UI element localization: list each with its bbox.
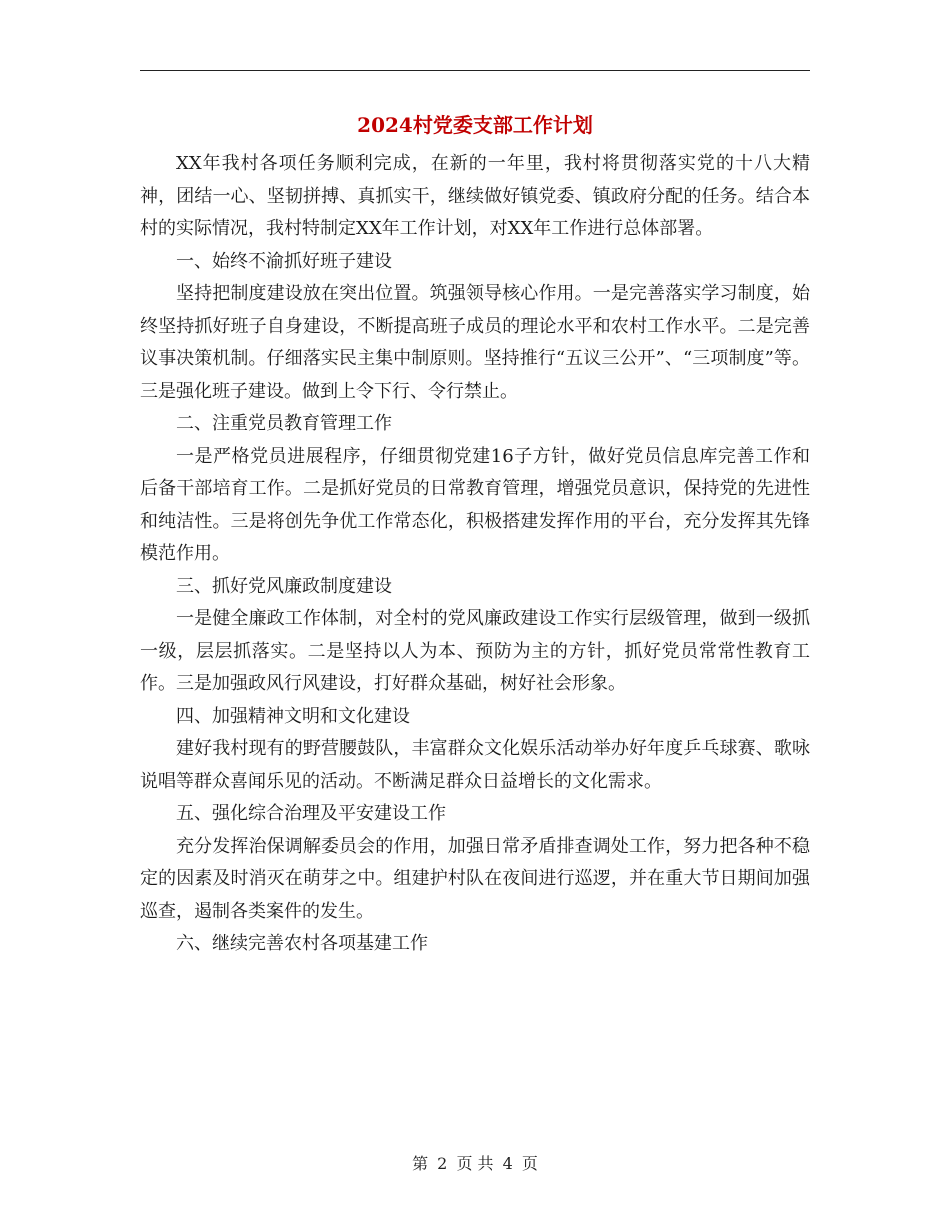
section-paragraph-3: 一是健全廉政工作体制，对全村的党风廉政建设工作实行层级管理，做到一级抓一级，层层抓落实。二是坚持以人为本、预防为主的方针，抓好党员常常性教育工作。三是加强政风行风建设，打好群众基础，树好社会形象。: [140, 608, 810, 694]
footer-prefix: 第: [412, 1154, 429, 1173]
footer-middle: 页 共: [456, 1154, 494, 1173]
section-paragraph-1: 坚持把制度建设放在突出位置。筑强领导核心作用。一是完善落实学习制度，始终坚持抓好班子自身建设，不断提高班子成员的理论水平和农村工作水平。二是完善议事决策机制。仔细落实民主集中制原则。坚持推行“五议三公开”、“三项制度”等。三是强化班子建设。做到上令下行、令行禁止。: [140, 283, 810, 402]
section-heading-5: 五、强化综合治理及平安建设工作: [176, 803, 446, 824]
intro-paragraph: XX年我村各项任务顺利完成，在新的一年里，我村将贯彻落实党的十八大精神，团结一心、坚韧拼搏、真抓实干，继续做好镇党委、镇政府分配的任务。结合本村的实际情况，我村特制定XX年工作计划，对XX年工作进行总体部署。: [140, 153, 810, 239]
section-heading-6: 六、继续完善农村各项基建工作: [176, 933, 428, 954]
footer-current-page: 2: [437, 1154, 448, 1173]
header-rule: [140, 70, 810, 71]
section-heading-4: 四、加强精神文明和文化建设: [176, 705, 410, 727]
footer-total-pages: 4: [502, 1154, 513, 1173]
section-heading-1: 一、始终不渝抓好班子建设: [176, 250, 392, 272]
section-paragraph-2: 一是严格党员进展程序，仔细贯彻党建16子方针，做好党员信息库完善工作和后备干部培育工作。二是抓好党员的日常教育管理，增强党员意识，保持党的先进性和纯洁性。三是将创先争优工作常态化，积极搭建发挥作用的平台，充分发挥其先锋模范作用。: [140, 445, 810, 564]
document-title: 2024村党委支部工作计划: [357, 113, 593, 137]
section-paragraph-5: 充分发挥治保调解委员会的作用，加强日常矛盾排查调处工作，努力把各种不稳定的因素及时消灭在萌芽之中。组建护村队在夜间进行巡逻，并在重大节日期间加强巡查，遏制各类案件的发生。: [140, 835, 810, 922]
section-paragraph-4: 建好我村现有的野营腰鼓队，丰富群众文化娱乐活动举办好年度乒乓球赛、歌咏说唱等群众喜闻乐见的活动。不断满足群众日益增长的文化需求。: [140, 738, 810, 792]
section-heading-3: 三、抓好党风廉政制度建设: [176, 575, 392, 597]
section-heading-2: 二、注重党员教育管理工作: [176, 413, 392, 434]
document-body: [140, 148, 810, 961]
page-number-footer: [0, 1152, 950, 1176]
footer-suffix: 页: [521, 1154, 538, 1173]
